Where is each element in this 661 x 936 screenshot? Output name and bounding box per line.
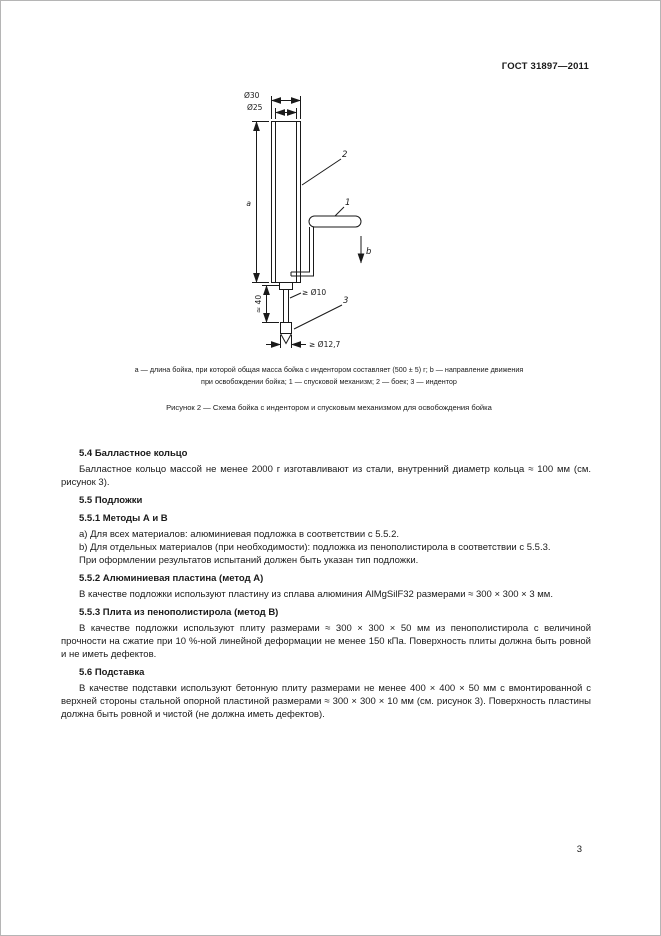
- list-item-b: b) Для отдельных материалов (при необходимости): подложка из пенополистирола в соответствии с 5.5.3.: [79, 542, 551, 553]
- dim-outer-diameter-label: Ø30: [244, 91, 260, 100]
- striker-outline: [252, 96, 361, 348]
- dim-inner-diameter-label: Ø25: [247, 103, 263, 112]
- paragraph: В качестве подложки используют плиту размерами ≈ 300 × 300 × 50 мм из пенополистирола с величиной прочности на сжатие при 10 %-ной линейной деформации не менее 150 кПа. Поверхность плиты должна быть ровной и не иметь дефектов.: [61, 623, 591, 660]
- figure-caption-line-2: при освобождении бойка; 1 — спусковой механизм; 2 — боек; 3 — индентор: [201, 377, 457, 386]
- document-header: ГОСТ 31897—2011: [501, 61, 589, 72]
- callout-b-direction: b: [366, 247, 372, 257]
- section-heading-5-5: 5.5 Подложки: [79, 495, 143, 506]
- paragraph: Балластное кольцо массой не менее 2000 г изготавливают из стали, внутренний диаметр кольца ≈ 100 мм (см. рисунок 3).: [61, 464, 591, 488]
- document-body: [61, 447, 591, 721]
- list-item-a: a) Для всех материалов: алюминиевая подложка в соответствии с 5.5.2.: [79, 529, 399, 540]
- dim-tip-diameter-label: ≥ Ø12,7: [309, 340, 341, 349]
- paragraph: В качестве подложки используют пластину из сплава алюминия AlMgSilF32 размерами ≈ 300 × 300 × 3 мм.: [79, 589, 553, 600]
- paragraph: В качестве подставки используют бетонную плиту размерами не менее 400 × 400 × 50 мм с вмонтированной с верхней стороны стальной опорной пластиной размерами ≈ 300 × 300 × 10 мм (см. рисунок 3). Поверхность пластины должна быть ровной и чистой (не должна иметь дефектов).: [61, 683, 591, 720]
- section-heading-5-5-3: 5.5.3 Плита из пенополистирола (метод В): [79, 607, 279, 618]
- dim-rod-length-label: ≈ 40: [254, 294, 263, 314]
- figure-caption: [51, 364, 607, 388]
- callout-1-trigger: 1: [345, 198, 351, 208]
- callout-2-striker: 2: [342, 150, 348, 160]
- figure-caption-line-1: а — длина бойка, при которой общая масса бойка с индентором составляет (500 ± 5) г; b — направление движения: [134, 365, 524, 374]
- figure-2-drawing: [229, 86, 459, 364]
- figure-callout-labels: [342, 150, 371, 306]
- dim-rod-diameter-label: ≥ Ø10: [302, 288, 327, 297]
- section-heading-5-5-2: 5.5.2 Алюминиевая пластина (метод А): [79, 573, 264, 584]
- page-number: 3: [576, 844, 582, 855]
- section-heading-5-6: 5.6 Подставка: [79, 667, 145, 678]
- figure-title: Рисунок 2 — Схема бойка с индентором и спусковым механизмом для освобождения бойка: [166, 403, 492, 412]
- paragraph: При оформлении результатов испытаний должен быть указан тип подложки.: [79, 555, 419, 566]
- figure-dimension-labels: [244, 91, 340, 349]
- callout-3-indenter: 3: [343, 296, 349, 306]
- section-heading-5-4: 5.4 Балластное кольцо: [79, 448, 188, 459]
- dim-length-a-label: a: [246, 199, 251, 208]
- section-heading-5-5-1: 5.5.1 Методы А и В: [79, 513, 168, 524]
